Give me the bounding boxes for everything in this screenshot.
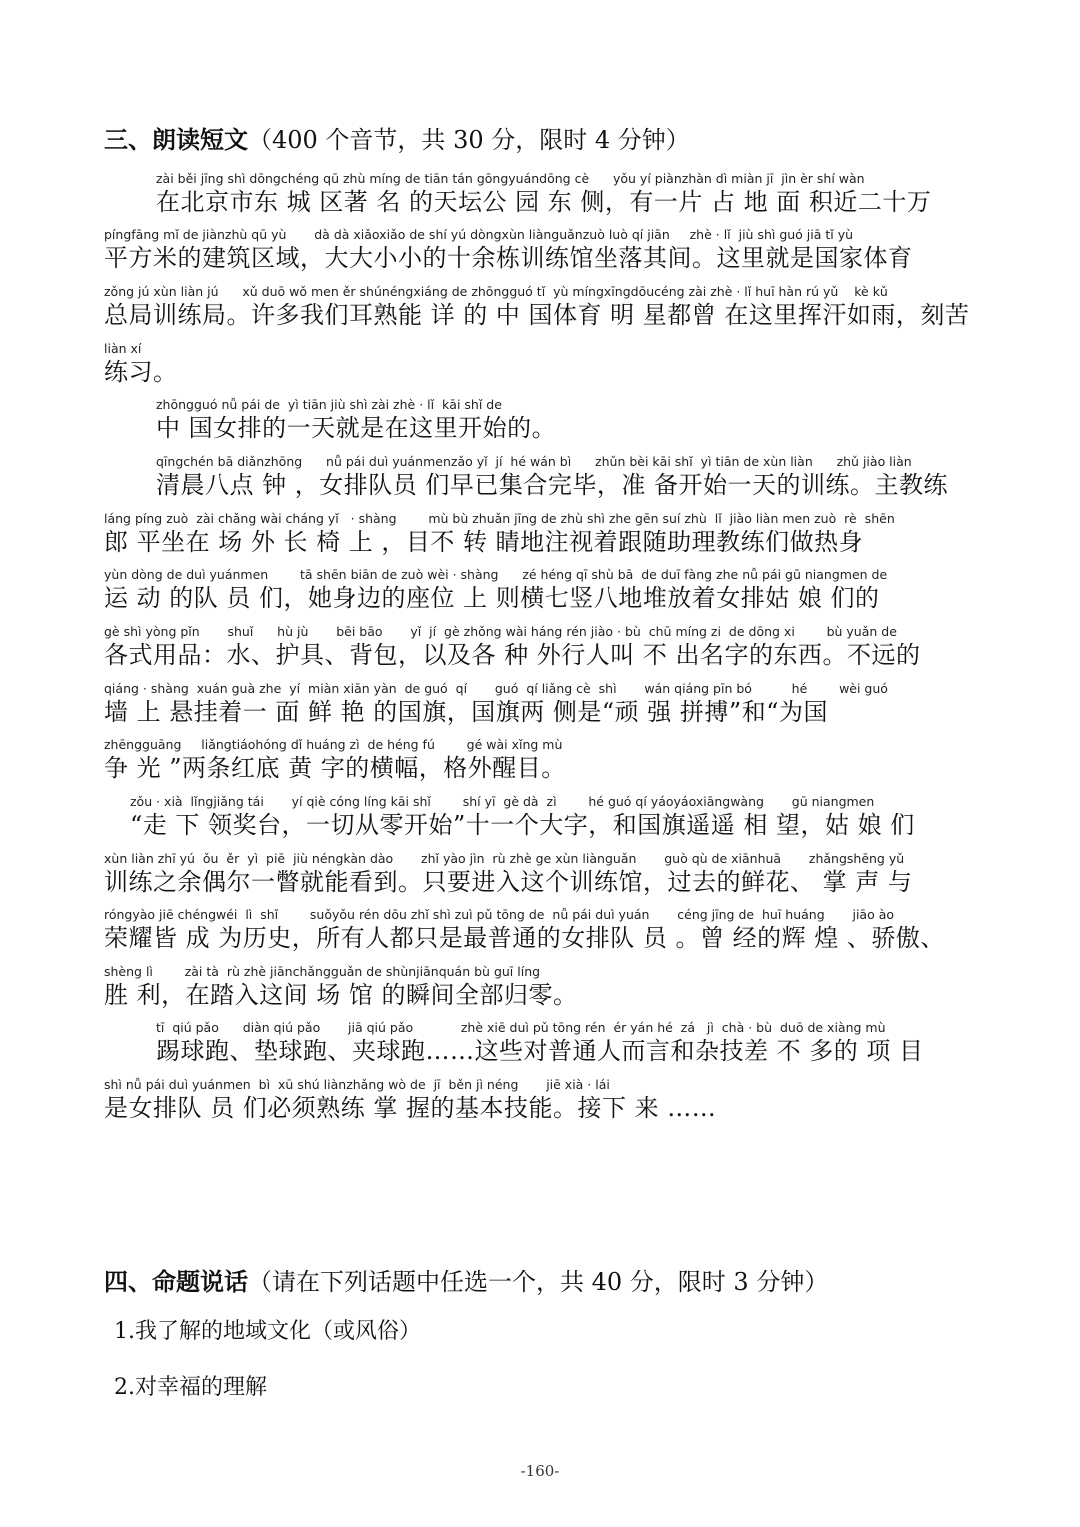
- pinyin-line: liàn xí: [104, 341, 142, 356]
- pinyin-line: píngfāng mǐ de jiànzhù qū yù dà dà xiǎoxiǎo de shí yú dòngxùn liànguǎnzuò luò qí jiān zhè · lǐ jiù shì guó jiā tǐ yù: [104, 227, 854, 242]
- hanzi-line: 平方米的建筑区域，大大小小的十余栋训练馆坐落其间。这里就是国家体育: [104, 244, 913, 272]
- hanzi-line: 是女排队 员 们必须熟练 掌 握的基本技能。接下 来 ……: [104, 1094, 717, 1122]
- hanzi-line: 踢球跑、垫球跑、夹球跑……这些对普通人而言和杂技差 不 多的 项 目: [156, 1037, 924, 1065]
- topic-item-1: 1.我了解的地域文化（或风俗）: [114, 1319, 421, 1344]
- pinyin-line: yùn dòng de duì yuánmen tā shēn biān de zuò wèi · shàng zé héng qī shù bā de duī fàng zhe nǚ pái gū niangmen de: [104, 567, 888, 582]
- pinyin-line: xùn liàn zhī yú ǒu ěr yì piē jiù néngkàn dào zhǐ yào jìn rù zhè ge xùn liànguǎn guò qù de xiānhuā zhǎngshēng yǔ: [104, 851, 905, 866]
- reading-line-1: [156, 171, 980, 217]
- reading-line-12: [130, 794, 980, 840]
- pinyin-line: shì nǚ pái duì yuánmen bì xū shú liànzhǎng wò de jī běn jì néng jiē xià · lái: [104, 1077, 610, 1092]
- pinyin-line: róngyào jiē chéngwéi lì shǐ suǒyǒu rén dōu zhǐ shì zuì pǔ tōng de nǚ pái duì yuán céng jīng de huī huáng jiāo ào: [104, 907, 895, 922]
- hanzi-line: 墙 上 悬挂着一 面 鲜 艳 的国旗，国旗两 侧是“顽 强 拼搏”和“为国: [104, 698, 828, 726]
- reading-line-10: [104, 681, 980, 727]
- hanzi-line: 各式用品：水、护具、背包，以及各 种 外行人叫 不 出名字的东西。不远的: [104, 641, 921, 669]
- section4-title: 四、命题说话: [104, 1268, 248, 1296]
- reading-line-6: [156, 454, 980, 500]
- hanzi-line: 郎 平坐在 场 外 长 椅 上 ，目不 转 睛地注视着跟随助理教练们做热身: [104, 528, 864, 556]
- pinyin-line: tī qiú pǎo diàn qiú pǎo jiā qiú pǎo zhè xiē duì pǔ tōng rén ér yán hé zá jì chà · bù duō de xiàng mù: [156, 1020, 886, 1035]
- hanzi-line: 在北京市东 城 区著 名 的天坛公 园 东 侧，有一片 占 地 面 积近二十万: [156, 188, 932, 216]
- hanzi-line: 训练之余偶尔一瞥就能看到。只要进入这个训练馆，过去的鲜花、 掌 声 与: [104, 868, 913, 896]
- section3-heading: [104, 120, 690, 155]
- reading-line-9: [104, 624, 980, 670]
- pinyin-line: zǒng jú xùn liàn jú xǔ duō wǒ men ěr shúnéngxiáng de zhōngguó tǐ yù míngxīngdōucéng zài zhè · lǐ huī hàn rú yǔ kè kǔ: [104, 284, 888, 299]
- reading-line-15: [104, 964, 980, 1010]
- reading-line-11: [104, 737, 980, 783]
- hanzi-line: 总局训练局。许多我们耳熟能 详 的 中 国体育 明 星都曾 在这里挥汗如雨，刻苦: [104, 301, 970, 329]
- reading-line-8: [104, 567, 980, 613]
- hanzi-line: 练习。: [104, 358, 178, 386]
- pinyin-line: láng píng zuò zài chǎng wài cháng yǐ · shàng mù bù zhuǎn jīng de zhù shì zhe gēn suí zhù lǐ jiào liàn men zuò rè shēn: [104, 511, 895, 526]
- section4-heading: [104, 1262, 828, 1297]
- reading-line-16: [156, 1020, 980, 1066]
- hanzi-line: 胜 利，在踏入这间 场 馆 的瞬间全部归零。: [104, 981, 578, 1009]
- pinyin-line: zài běi jīng shì dōngchéng qū zhù míng de tiān tán gōngyuándōng cè yǒu yí piànzhàn dì miàn jī jìn èr shí wàn: [156, 171, 865, 186]
- pinyin-line: zǒu · xià lǐngjiǎng tái yí qiè cóng líng kāi shǐ shí yī gè dà zì hé guó qí yáoyáoxiāngwàng gū niangmen: [130, 794, 875, 809]
- pinyin-line: zhēngguāng liǎngtiáohóng dǐ huáng zì de héng fú gé wài xǐng mù: [104, 737, 563, 752]
- pinyin-line: qiáng · shàng xuán guà zhe yí miàn xiān yàn de guó qí guó qí liǎng cè shì wán qiáng pīn bó hé wèi guó: [104, 681, 888, 696]
- reading-line-17: [104, 1077, 980, 1123]
- pinyin-line: shèng lì zài tà rù zhè jiānchǎngguǎn de shùnjiānquán bù guī líng: [104, 964, 541, 979]
- hanzi-line: “走 下 领奖台，一切从零开始”十一个大字，和国旗遥遥 相 望，姑 娘 们: [130, 811, 915, 839]
- reading-line-5: [156, 397, 980, 443]
- hanzi-line: 清晨八点 钟 ，女排队员 们早已集合完毕，准 备开始一天的训练。主教练: [156, 471, 949, 499]
- section3-note: （400 个音节，共 30 分，限时 4 分钟）: [248, 126, 690, 154]
- pinyin-line: qīngchén bā diǎnzhōng nǚ pái duì yuánmenzǎo yǐ jí hé wán bì zhǔn bèi kāi shǐ yì tiān de xùn liàn zhǔ jiào liàn: [156, 454, 912, 469]
- section3-title: 三、朗读短文: [104, 126, 248, 154]
- hanzi-line: 荣耀皆 成 为历史，所有人都只是最普通的女排队 员 。曾 经的辉 煌 、骄傲、: [104, 924, 945, 952]
- pinyin-line: zhōngguó nǚ pái de yì tiān jiù shì zài zhè · lǐ kāi shǐ de: [156, 397, 502, 412]
- reading-line-7: [104, 511, 980, 557]
- hanzi-line: 中 国女排的一天就是在这里开始的。: [156, 414, 557, 442]
- page-number: -160-: [520, 1462, 560, 1480]
- reading-line-13: [104, 851, 980, 897]
- reading-line-14: [104, 907, 980, 953]
- hanzi-line: 运 动 的队 员 们，她身边的座位 上 则横七竖八地堆放着女排姑 娘 们的: [104, 584, 880, 612]
- topic-item-2: 2.对幸福的理解: [114, 1375, 267, 1400]
- section4-note: （请在下列话题中任选一个，共 40 分，限时 3 分钟）: [248, 1268, 829, 1296]
- reading-line-3: [104, 284, 980, 330]
- reading-line-4: [104, 341, 980, 387]
- hanzi-line: 争 光 ”两条红底 黄 字的横幅，格外醒目。: [104, 754, 566, 782]
- pinyin-line: gè shì yòng pǐn shuǐ hù jù bēi bāo yǐ jí gè zhǒng wài háng rén jiào · bù chū míng zi de dōng xi bù yuǎn de: [104, 624, 897, 639]
- reading-line-2: [104, 227, 980, 273]
